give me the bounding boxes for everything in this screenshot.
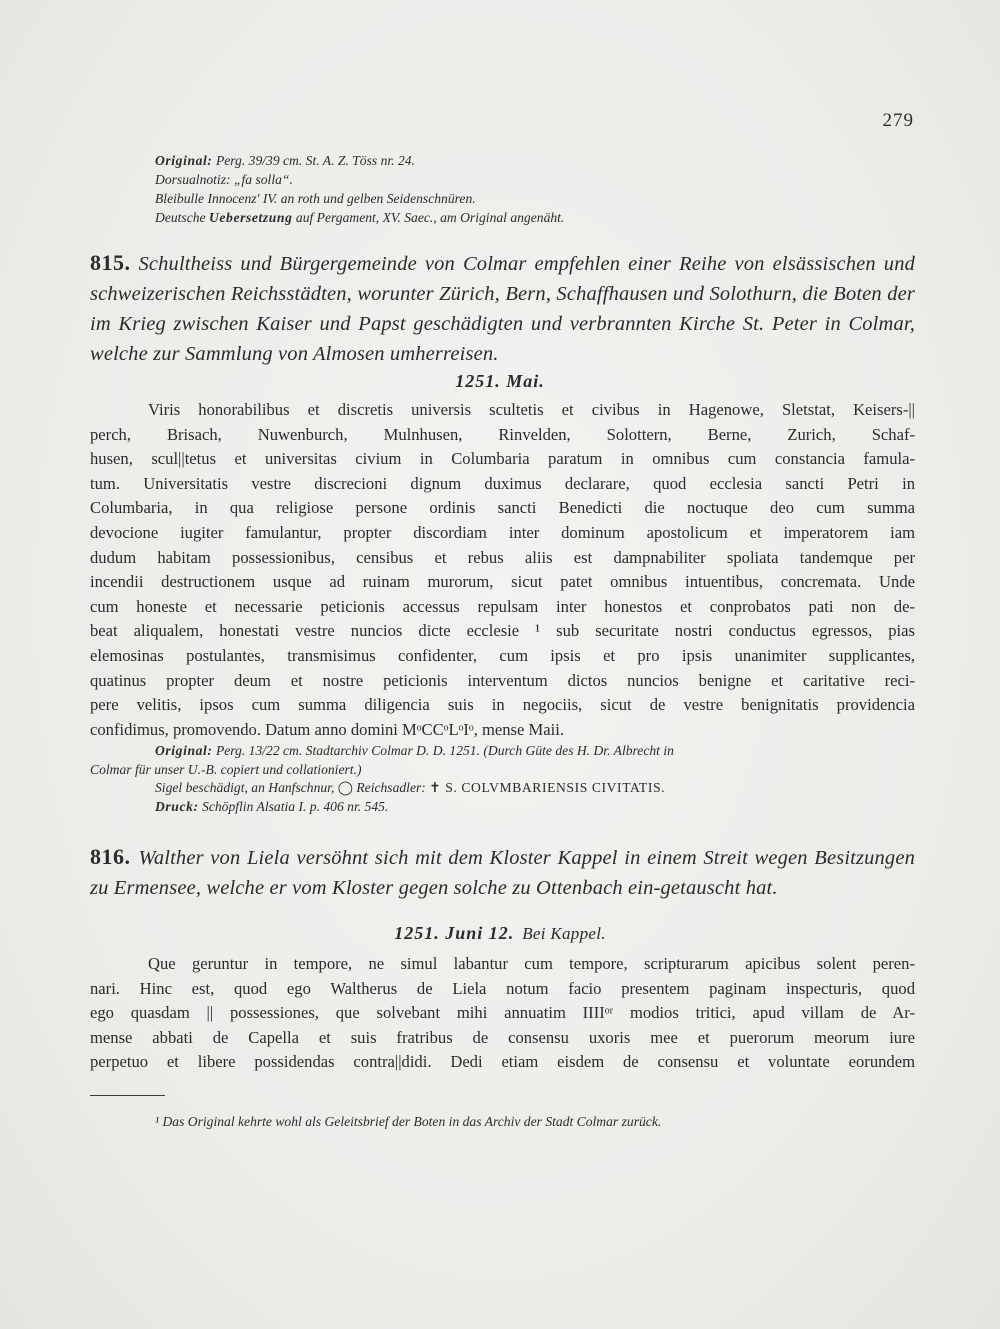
seal-legend: ✝ S. COLVMBARIENSIS CIVITATIS. [429,780,666,796]
seal-text: Sigel beschädigt, an Hanfschnur, ◯ Reichsadler: [155,780,426,796]
dorsual-label: Dorsualnotiz: [155,172,231,187]
original-label: Original: [155,153,213,168]
entry-815-apparatus [90,742,915,816]
entry-816-date: 1251. Juni 12. [394,923,515,943]
text-line: ego quasdam || possessiones, que solvebant mihi annuatim IIIIᵒʳ modios tritici, apud villam de Ar- [90,1003,915,1023]
entry-816-dateline [0,923,1000,944]
text-line: mense abbati de Capella et suis fratribus de consensu uxoris mee et puerorum meorum iure [90,1027,915,1047]
text-line: perch, Brisach, Nuwenburch, Mulnhusen, Rinvelden, Solottern, Berne, Zurich, Schaf- [90,424,915,444]
original-note-cont: Colmar für unser U.-B. copiert und collationiert.) [90,761,362,777]
text-line: tum. Universitatis vestre discrecioni dignum duximus declarare, quod ecclesia sancti Petri in [90,473,915,493]
top-apparatus [155,151,915,227]
entry-815-heading-text: Schultheiss und Bürgergemeinde von Colmar empfehlen einer Reihe von elsässischen und schweizerischen Reichsstädten, worunter Zürich, Bern, Schaffhausen und Solothurn, die Boten der im Krieg zwischen Kaiser und Papst geschädigten und verbrannten Kirche St. Peter in Colmar, welche zur Sammlung von Almosen umherreisen. [90,253,915,365]
text-line: husen, scul||tetus et universitas civium in Columbaria paratum in omnibus cum constancia famula- [90,449,915,469]
translation-rest: auf Pergament, XV. Saec., am Original angenäht. [295,210,565,225]
entry-815-heading [90,248,915,369]
text-line: quatinus propter deum et nostre peticionis interventum dictos nuncios benigne et caritative reci- [90,670,915,690]
original-note [155,151,915,170]
entry-815-date: 1251. Mai. [455,371,545,391]
text-line: incendii destructionem usque ad ruinam murorum, sicut patet omnibus intuentibus, concremata. Unde [90,572,915,592]
print-label: Druck: [155,798,199,814]
translation-bold: Uebersetzung [209,210,293,225]
dorsual-text: „fa solla“. [233,172,293,187]
original-text: Perg. 39/39 cm. St. A. Z. Töss nr. 24. [215,153,415,168]
original-label: Original: [155,743,213,758]
page-number: 279 [882,110,914,131]
original-note [90,742,915,761]
text-line: beat aliqualem, honestati vestre nuncios dicte ecclesie ¹ sub securitate nostri conductus egressos, pias [90,621,915,641]
text-line: Que geruntur in tempore, ne simul labantur cum tempore, scripturarum apicibus solent peren- [148,954,915,973]
text-line: confidimus, promovendo. Datum anno domini MᵒCCᵒLᵒIᵒ, mense Maii. [90,719,565,739]
text-line: perpetuo et libere possidendas contra||didi. Dedi etiam eisdem de consensu et voluntate eorundem [90,1052,915,1072]
translation-prefix: Deutsche [155,210,206,225]
entry-816-number: 816. [90,844,131,869]
seal-note [90,779,915,798]
footnote-rule [90,1095,165,1096]
entry-816-place: Bei Kappel. [522,924,606,943]
print-text: Schöpflin Alsatia I. p. 406 nr. 545. [202,798,389,814]
text-line: Columbaria, in qua religiose persone ordinis sancti Benedicti die noctuque deo cum summa [90,498,915,518]
text-line: nari. Hinc est, quod ego Waltherus de Liela notum facio presentem paginam inspecturis, quod [90,978,915,998]
entry-816-heading [90,842,915,903]
print-note [90,798,915,817]
text-line: devocione iugiter famulantur, propter discordiam inter dominum apostolicum et imperatorem iam [90,522,915,542]
dorsual-note [155,170,915,189]
text-line: elemosinas postulantes, transmisimus confidenter, cum ipsis et pro ipsis unanimiter supplicantes, [90,645,915,665]
text-line: Viris honorabilibus et discretis universis scultetis et civibus in Hagenowe, Sletstat, Keisers-|| [148,400,915,419]
entry-815-number: 815. [90,250,131,275]
entry-816-heading-text: Walther von Liela versöhnt sich mit dem Kloster Kappel in einem Streit wegen Besitzungen zu Ermensee, welche er vom Kloster gegen solche zu Ottenbach ein-getauscht hat. [90,847,915,899]
bleibulle-note: Bleibulle Innocenz' IV. an roth und gelben Seidenschnüren. [155,191,476,206]
entry-816-text [90,952,915,1075]
entry-815-text [90,398,915,742]
text-line: cum honeste et necessarie peticionis accessus repulsam inter honestos et conprobatos pati non de- [90,596,915,616]
translation-note [155,208,915,227]
text-line: pere velitis, ipsos cum summa diligencia suis in negociis, sicut de vestre benignitatis providencia [90,695,915,715]
footnote: ¹ Das Original kehrte wohl als Geleitsbrief der Boten in das Archiv der Stadt Colmar zurück. [155,1114,662,1129]
original-text: Perg. 13/22 cm. Stadtarchiv Colmar D. D. 1251. (Durch Güte des H. Dr. Albrecht in [215,743,674,758]
text-line: dudum habitam possessionibus, censibus et rebus aliis est dampnabiliter spoliata tandemque per [90,547,915,567]
